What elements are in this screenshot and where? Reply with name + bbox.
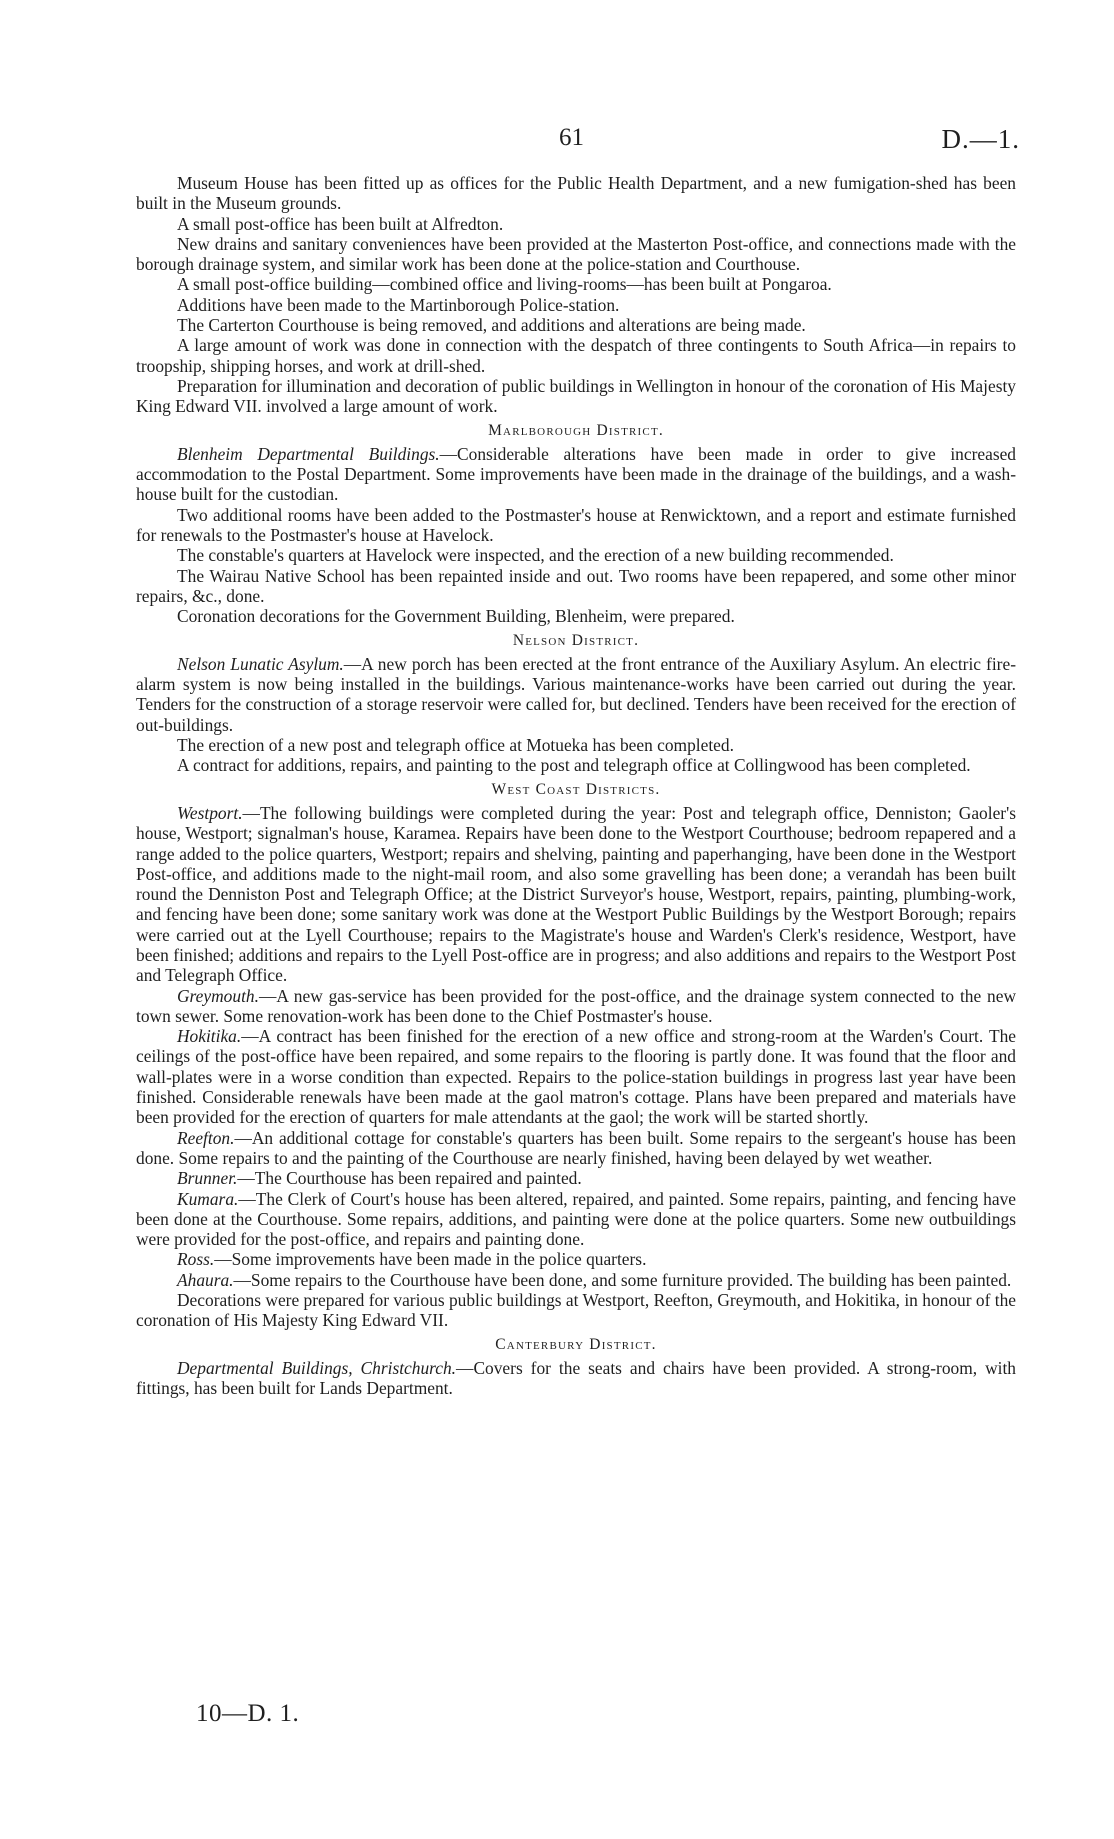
paragraph [136,295,1016,315]
paragraph-lead: Blenheim Departmental Buildings. [177,443,440,464]
paragraph-lead: Departmental Buildings, Christchurch. [177,1357,457,1378]
paragraph-text: —A new gas-service has been provided for the post-office, and the drainage system connected to the new town sewer. Some renovation-work has been done to the Chief Postmaster's house. [136,985,1016,1026]
paragraph-lead: Nelson Lunatic Asylum. [177,653,344,674]
document-body [136,173,1016,1399]
paragraph-text: The erection of a new post and telegraph office at Motueka has been completed. [177,735,734,756]
paragraph [136,1249,1016,1269]
paragraph-text: A small post-office has been built at Alfredton. [177,213,504,234]
paragraph-text: A small post-office building—combined office and living-rooms—has been built at Pongaroa. [177,274,832,295]
paragraph-text: Additions have been made to the Martinborough Police-station. [177,294,620,315]
paragraph-text: —Covers for the seats and chairs have been provided. A strong-room, with fittings, has been built for Lands Department. [136,1357,1017,1399]
paragraph [136,444,1016,505]
page-number: 61 [559,124,584,151]
paragraph [136,606,1016,626]
paragraph [136,1128,1016,1169]
paragraph-lead: Brunner. [177,1168,238,1189]
paragraph-lead: Reefton. [177,1127,235,1148]
paragraph [136,755,1016,775]
paragraph-text: A large amount of work was done in connection with the despatch of three contingents to South Africa—in repairs to troopship, shipping horses, and work at drill-shed. [136,335,1016,376]
section-heading: Marlborough District. [488,421,664,439]
paragraph-text: —Some repairs to the Courthouse have been done, and some furniture provided. The building has been painted. [233,1269,1012,1290]
document-reference: D.—1. [941,124,1020,154]
section-heading: Canterbury District. [495,1335,657,1353]
paragraph [136,1026,1016,1127]
paragraph [136,735,1016,755]
paragraph [136,234,1016,275]
paragraph-lead: Kumara. [177,1188,239,1209]
paragraph [136,545,1016,565]
paragraph [136,1189,1016,1250]
paragraph-lead: Ross. [177,1249,215,1270]
paragraph-text: The constable's quarters at Havelock were inspected, and the erection of a new building recommended. [177,545,894,566]
paragraph [136,803,1016,986]
paragraph-text: New drains and sanitary conveniences have been provided at the Masterton Post-office, and connections made with the borough drainage system, and similar work has been done at the police-station and Courthouse. [136,233,1016,275]
paragraph-lead: Greymouth. [177,985,259,1006]
paragraph [136,214,1016,234]
paragraph [136,376,1016,417]
paragraph-text: —A new porch has been erected at the front entrance of the Auxiliary Asylum. An electric fire-alarm system is now being installed in the buildings. Various maintenance-works have been carried out during the year. Tenders for the construction of a storage reservoir were called for, but declined. Tenders have been received for the erection of out-buildings. [136,653,1016,735]
paragraph [136,315,1016,335]
paragraph-text: —The Courthouse has been repaired and painted. [237,1168,582,1189]
paragraph [136,335,1016,376]
paragraph-text: Decorations were prepared for various public buildings at Westport, Reefton, Greymouth, and Hokitika, in honour of the coronation of His Majesty King Edward VII. [136,1290,1016,1331]
paragraph-text: —A contract has been finished for the erection of a new office and strong-room at the Warden's Court. The ceilings of the post-office have been repaired, and some repairs to the flooring is partly done. It was found that the floor and wall-plates were in a worse condition than expected. Repairs to the police-station buildings in progress last year have been finished. Considerable renewals have been made at the gaol matron's cottage. Plans have been prepared and materials have been provided for the erection of quarters for male attendants at the gaol; the work will be started shortly. [136,1026,1016,1128]
paragraph-text: A contract for additions, repairs, and painting to the post and telegraph office at Collingwood has been completed. [177,755,971,776]
paragraph [136,654,1016,735]
paragraph [136,274,1016,294]
paragraph-lead: Westport. [177,802,243,823]
paragraph [136,505,1016,546]
paragraph-text: —Some improvements have been made in the police quarters. [214,1249,647,1270]
page-header [0,124,1114,160]
paragraph-text: —Considerable alterations have been made in order to give increased accommodation to the Postal Department. Some improvements have been made in the drainage of the buildings, and a wash-house built for the custodian. [136,443,1017,505]
paragraph-text: The Wairau Native School has been repainted inside and out. Two rooms have been repapered, and some other minor repairs, &c., done. [136,565,1016,606]
paragraph [136,1358,1016,1399]
section-heading: Nelson District. [512,631,640,649]
printer-signature: 10—D. 1. [196,1700,300,1727]
paragraph-lead: Hokitika. [177,1026,242,1047]
paragraph-lead: Ahaura. [177,1269,234,1290]
paragraph-text: —The Clerk of Court's house has been altered, repaired, and painted. Some repairs, painting, and fencing have been done at the Courthouse. Some repairs, additions, and painting were done at the police quarters. Some new outbuildings were provided for the post-office, and repairs and painting done. [136,1188,1016,1250]
paragraph [136,1290,1016,1331]
section-heading: West Coast Districts. [491,780,661,798]
paragraph-text: —An additional cottage for constable's quarters has been built. Some repairs to the sergeant's house has been done. Some repairs to and the painting of the Courthouse are nearly finished, having been delayed by wet weather. [136,1127,1016,1168]
paragraph [136,173,1016,214]
paragraph [136,1270,1016,1290]
paragraph-text: Coronation decorations for the Government Building, Blenheim, were prepared. [177,606,735,627]
paragraph-text: The Carterton Courthouse is being removed, and additions and alterations are being made. [177,315,806,336]
paragraph-text: Two additional rooms have been added to the Postmaster's house at Renwicktown, and a report and estimate furnished for renewals to the Postmaster's house at Havelock. [136,504,1016,546]
paragraph-text: Museum House has been fitted up as offices for the Public Health Department, and a new fumigation-shed has been built in the Museum grounds. [136,173,1016,214]
paragraph [136,1168,1016,1188]
paragraph [136,986,1016,1027]
paragraph-text: —The following buildings were completed during the year: Post and telegraph office, Denniston; Gaoler's house, Westport; signalman's house, Karamea. Repairs have been done to the Westport Courthouse; bedroom repapered and a range added to the police quarters, Westport; repairs and shelving, painting and paperhanging, have been done in the Westport Post-office, and additions made to the night-mail room, and also some gravelling has been done; a verandah has been built round the Denniston Post and Telegraph Office; at the District Surveyor's house, Westport, repairs, painting, plumbing-work, and fencing have been done; some sanitary work was done at the Westport Public Buildings by the Westport Borough; repairs were carried out at the Lyell Courthouse; repairs to the Magistrate's house and Warden's Clerk's residence, Westport, have been finished; additions and repairs to the Lyell Post-office are in progress; and also additions and repairs to the Westport Post and Telegraph Office. [136,802,1016,986]
paragraph-text: Preparation for illumination and decoration of public buildings in Wellington in honour of the coronation of His Majesty King Edward VII. involved a large amount of work. [136,375,1016,417]
paragraph [136,566,1016,607]
